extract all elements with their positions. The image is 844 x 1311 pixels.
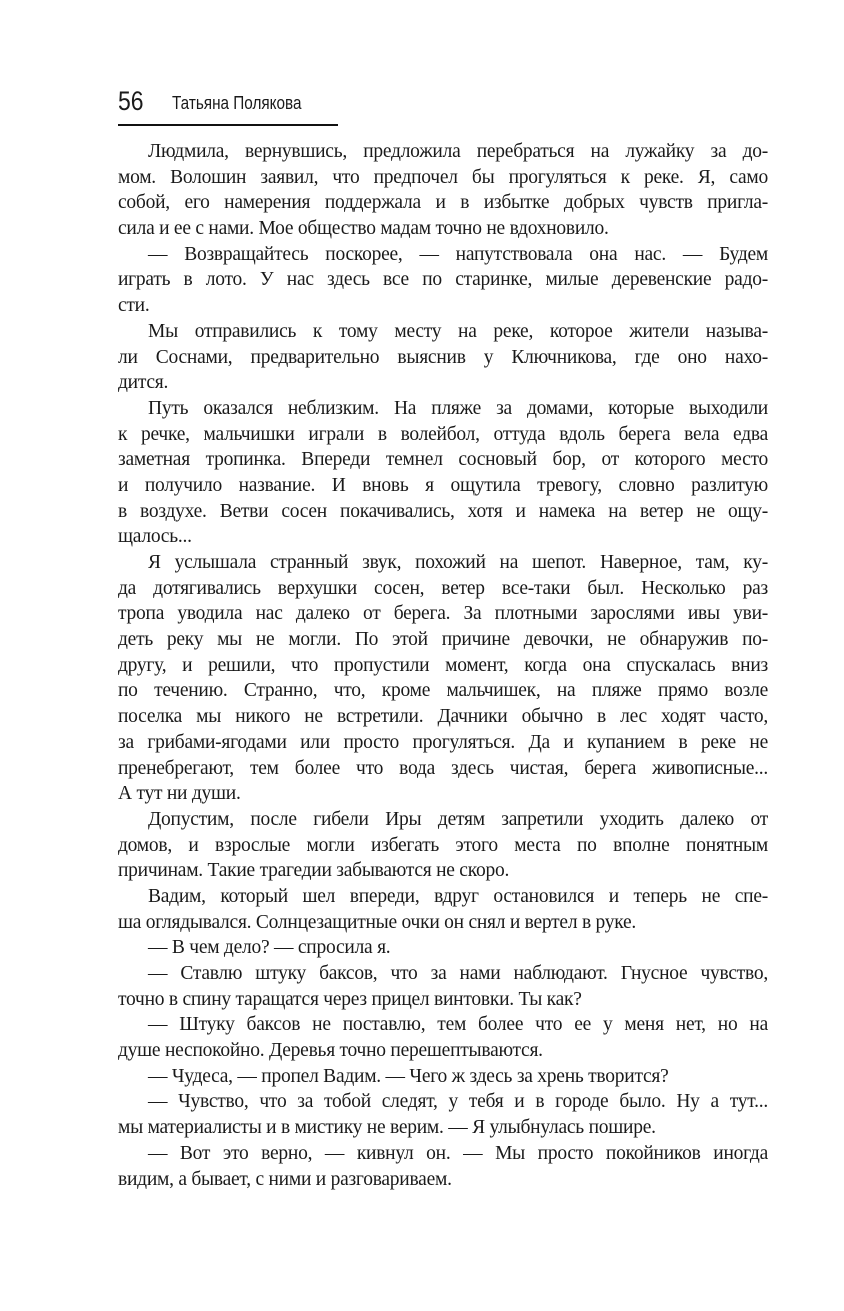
paragraph — [118, 1089, 768, 1140]
paragraph — [118, 884, 768, 935]
text-line: Я услышала странный звук, похожий на шепот. Наверное, там, ку- — [148, 552, 768, 573]
text-line: видим, а бывает, с ними и разговариваем. — [118, 1168, 452, 1190]
paragraph — [118, 1012, 768, 1063]
text-line: точно в спину таращатся через прицел винтовки. Ты как? — [118, 988, 582, 1010]
text-line: собой, его намерения поддержала и в избытке добрых чувств пригла- — [118, 192, 768, 214]
text-line: деть реку мы не могли. По этой причине девочки, не обнаружив по- — [118, 629, 768, 651]
paragraph — [118, 319, 768, 396]
paragraph — [118, 1064, 768, 1090]
text-line: тропа уводила нас далеко от берега. За плотными зарослями ивы уви- — [118, 603, 768, 625]
text-line: Вадим, который шел впереди, вдруг остановился и теперь не спе- — [148, 885, 768, 907]
paragraph — [118, 139, 768, 242]
text-line: щалось... — [118, 526, 192, 548]
text-line: к речке, мальчишки играли в волейбол, оттуда вдоль берега вела едва — [118, 423, 768, 445]
text-line: Мы отправились к тому месту на реке, которое жители называ- — [148, 320, 768, 342]
text-line: — В чем дело? — спросила я. — [148, 937, 391, 959]
running-header — [118, 84, 338, 126]
text-line: мом. Волошин заявил, что предпочел бы прогуляться к реке. Я, само — [118, 166, 768, 188]
text-line: в воздухе. Ветви сосен покачивались, хотя и намека на ветер не ощу- — [118, 500, 768, 522]
text-line: — Чудеса, — пропел Вадим. — Чего ж здесь за хрень творится? — [148, 1065, 669, 1087]
text-line: душе неспокойно. Деревья точно перешептываются. — [118, 1040, 543, 1062]
text-line: мы материалисты и в мистику не верим. — Я улыбнулась пошире. — [118, 1117, 656, 1139]
text-line: другу, и решили, что пропустили момент, когда она спускалась вниз — [118, 654, 768, 676]
text-line: сти. — [118, 295, 150, 317]
text-line: дится. — [118, 372, 169, 394]
text-line: А тут ни души. — [118, 783, 241, 805]
text-line: поселка мы никого не встретили. Дачники обычно в лес ходят часто, — [118, 706, 768, 728]
text-line: Людмила, вернувшись, предложила перебраться на лужайку за до- — [148, 141, 768, 162]
text-line: ша оглядывался. Солнцезащитные очки он снял и вертел в руке. — [118, 911, 637, 933]
text-line: сила и ее с нами. Мое общество мадам точно не вдохновило. — [118, 218, 609, 240]
paragraph — [118, 396, 768, 550]
author-name: Татьяна Полякова — [172, 93, 302, 113]
page-number: 56 — [118, 86, 144, 116]
text-line: домов, и взрослые могли избегать этого места по вполне понятным — [118, 834, 768, 856]
text-line: играть в лото. У нас здесь все по старинке, милые деревенские радо- — [118, 269, 768, 291]
paragraph — [118, 1141, 768, 1192]
text-line: — Вот это верно, — кивнул он. — Мы просто покойников иногда — [148, 1142, 768, 1164]
text-line: причинам. Такие трагедии забываются не скоро. — [118, 860, 510, 882]
text-line: и получило название. И вновь я ощутила тревогу, словно разлитую — [118, 474, 768, 496]
text-line: ли Соснами, предварительно выяснив у Ключникова, где оно нахо- — [118, 346, 768, 368]
text-line: — Штуку баксов не поставлю, тем более что ее у меня нет, но на — [148, 1014, 768, 1036]
text-line: — Ставлю штуку баксов, что за нами наблюдают. Гнусное чувство, — [148, 963, 768, 984]
text-line: Допустим, после гибели Иры детям запретили уходить далеко от — [148, 808, 768, 830]
text-line: за грибами-ягодами или просто прогуляться. Да и купанием в реке не — [118, 731, 768, 753]
body-text — [118, 139, 768, 1192]
text-line: — Чувство, что за тобой следят, у тебя и в городе было. Ну а тут... — [148, 1091, 768, 1113]
text-line: заметная тропинка. Впереди темнел сосновый бор, от которого место — [118, 449, 768, 471]
paragraph — [118, 242, 768, 319]
paragraph — [118, 935, 768, 961]
text-line: Путь оказался неблизким. На пляже за домами, которые выходили — [148, 397, 768, 419]
paragraph — [118, 807, 768, 884]
text-line: по течению. Странно, что, кроме мальчишек, на пляже прямо возле — [118, 680, 768, 702]
paragraph — [118, 961, 768, 1012]
text-line: — Возвращайтесь поскорее, — напутствовала она нас. — Будем — [148, 243, 768, 265]
paragraph — [118, 550, 768, 807]
text-line: да дотягивались верхушки сосен, ветер все-таки был. Несколько раз — [118, 577, 768, 599]
text-line: пренебрегают, тем более что вода здесь чистая, берега живописные... — [118, 757, 768, 779]
